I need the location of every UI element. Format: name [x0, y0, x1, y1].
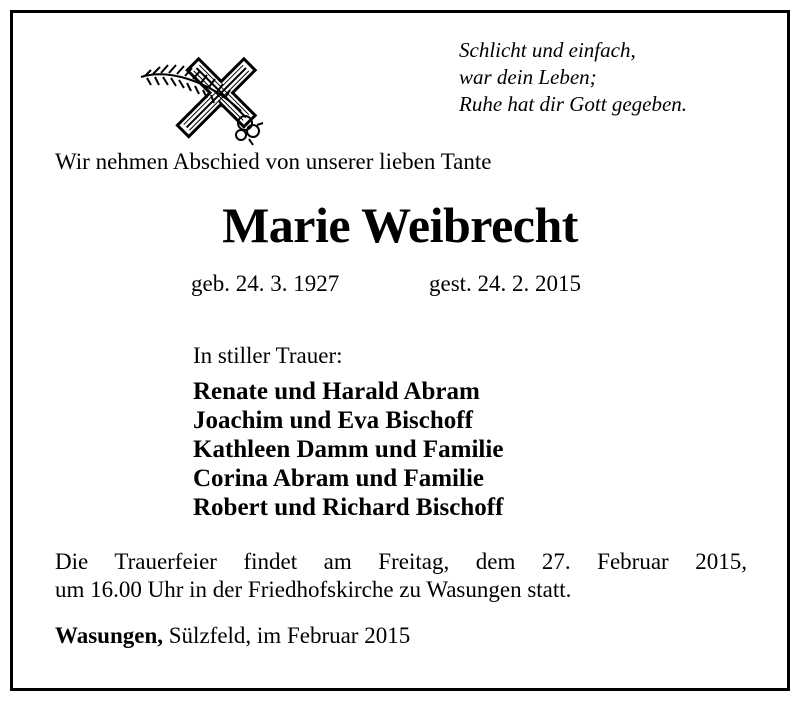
funeral-line: Die Trauerfeier findet am Freitag, dem 27. Februar 2015,: [55, 549, 747, 574]
mourning-label: In stiller Trauer:: [193, 343, 343, 368]
poem-line: Schlicht und einfach,: [459, 38, 636, 62]
mourner-item: Renate und Harald Abram: [193, 378, 480, 405]
place-and-date: [55, 623, 410, 649]
mourner-item: Corina Abram und Familie: [193, 465, 484, 492]
place-rest: Sülzfeld, im Februar 2015: [163, 623, 411, 648]
mourner-item: Kathleen Damm und Familie: [193, 436, 504, 463]
mourners-list: [193, 377, 503, 522]
poem-line: war dein Leben;: [459, 65, 597, 89]
poem-line: Ruhe hat dir Gott gegeben.: [459, 92, 688, 116]
funeral-line: um 16.00 Uhr in der Friedhofskirche zu Wasungen statt.: [55, 577, 572, 602]
mourner-item: Joachim und Eva Bischoff: [193, 407, 473, 434]
obituary-notice: [10, 10, 790, 691]
cross-with-palm-icon: [137, 49, 273, 149]
funeral-info: [55, 548, 747, 604]
birth-date: geb. 24. 3. 1927: [191, 271, 340, 296]
deceased-name: Marie Weibrecht: [222, 197, 578, 253]
intro-text: Wir nehmen Abschied von unserer lieben Tante: [55, 149, 492, 174]
death-date: gest. 24. 2. 2015: [429, 271, 582, 296]
mourner-item: Robert und Richard Bischoff: [193, 494, 504, 521]
place-town: Wasungen,: [55, 623, 164, 648]
poem: [459, 37, 687, 118]
